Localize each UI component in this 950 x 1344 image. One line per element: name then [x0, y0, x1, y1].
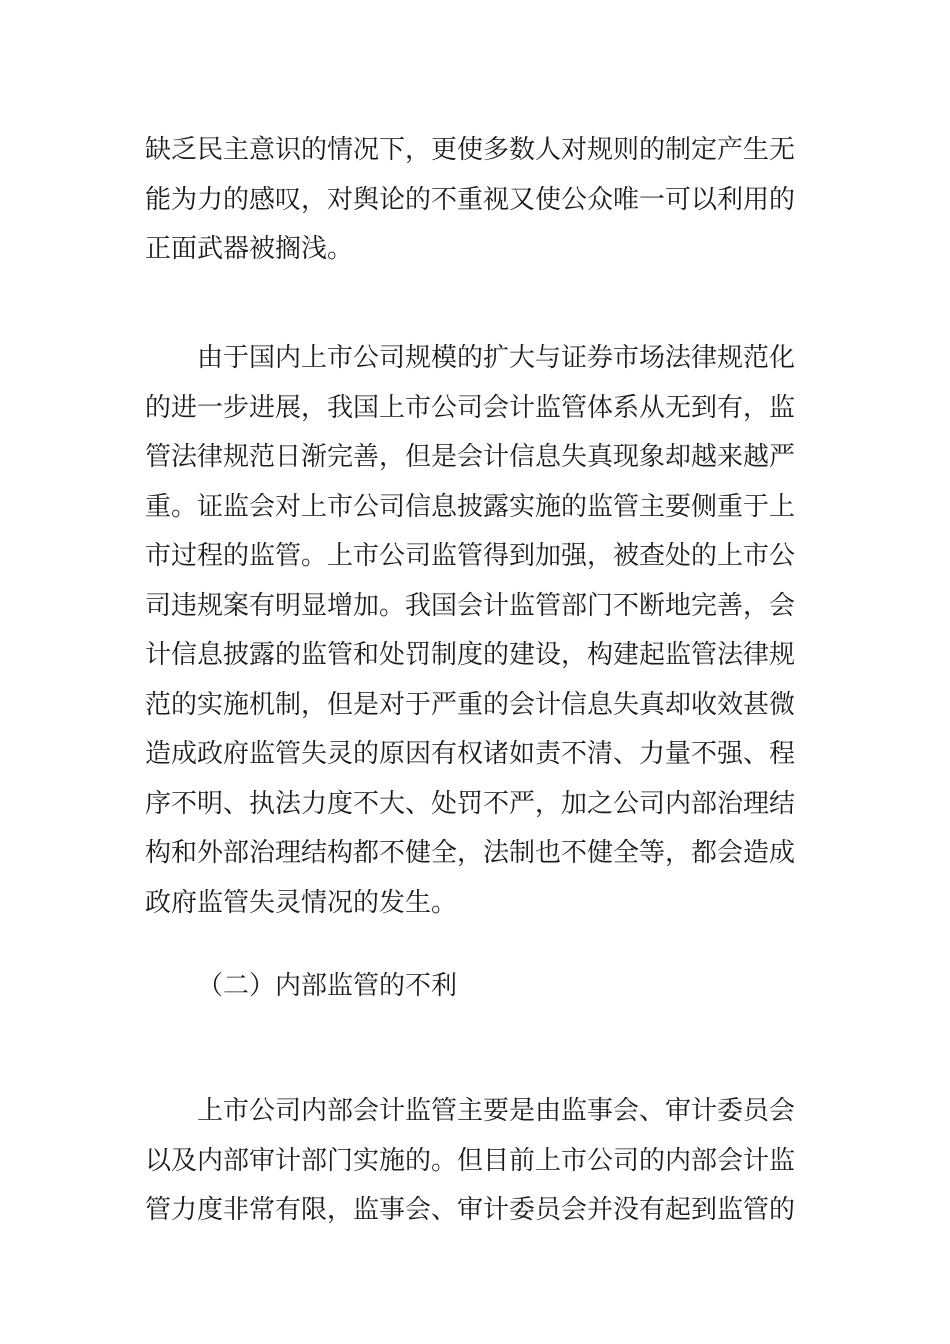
- text-line: 管力度非常有限，监事会、审计委员会并没有起到监管的: [145, 1195, 796, 1225]
- text-line: 管法律规范日渐完善，但是会计信息失真现象却越来越严: [145, 442, 796, 472]
- text-line: 序不明、执法力度不大、处罚不严，加之公司内部治理结: [145, 788, 796, 819]
- text-line: 司违规案有明显增加。我国会计监管部门不断地完善，会: [145, 590, 796, 621]
- text-line: 计信息披露的监管和处罚制度的建设，构建起监管法律规: [145, 640, 796, 670]
- paragraph-internal-supervision: [145, 1087, 795, 1236]
- text-line: 范的实施机制，但是对于严重的会计信息失真却收效甚微: [145, 689, 796, 720]
- text-line: 重。证监会对上市公司信息披露实施的监管主要侧重于上: [145, 491, 796, 522]
- text-line: 政府监管失灵情况的发生。: [145, 887, 458, 918]
- paragraph-continuation: [145, 126, 805, 275]
- text-line: 正面武器被搁浅。: [145, 234, 354, 264]
- text-line: 构和外部治理结构都不健全，法制也不健全等，都会造成: [145, 838, 796, 868]
- text-line: 能为力的感叹，对舆论的不重视又使公众唯一可以利用的: [145, 184, 796, 215]
- paragraph-government-supervision: [145, 334, 795, 928]
- section-heading: （二）内部监管的不利: [197, 971, 458, 1001]
- text-line: 市过程的监管。上市公司监管得到加强，被查处的上市公: [145, 541, 796, 571]
- document-page: [145, 126, 805, 1225]
- text-line: 上市公司内部会计监管主要是由监事会、审计委员会: [197, 1096, 796, 1126]
- text-line: 造成政府监管失灵的原因有权诸如责不清、力量不强、程: [145, 739, 796, 769]
- text-line: 以及内部审计部门实施的。但目前上市公司的内部会计监: [145, 1145, 796, 1176]
- text-line: 缺乏民主意识的情况下，更使多数人对规则的制定产生无: [145, 135, 796, 165]
- text-line: 由于国内上市公司规模的扩大与证券市场法律规范化: [197, 343, 796, 373]
- text-line: 的进一步进展，我国上市公司会计监管体系从无到有，监: [145, 392, 796, 423]
